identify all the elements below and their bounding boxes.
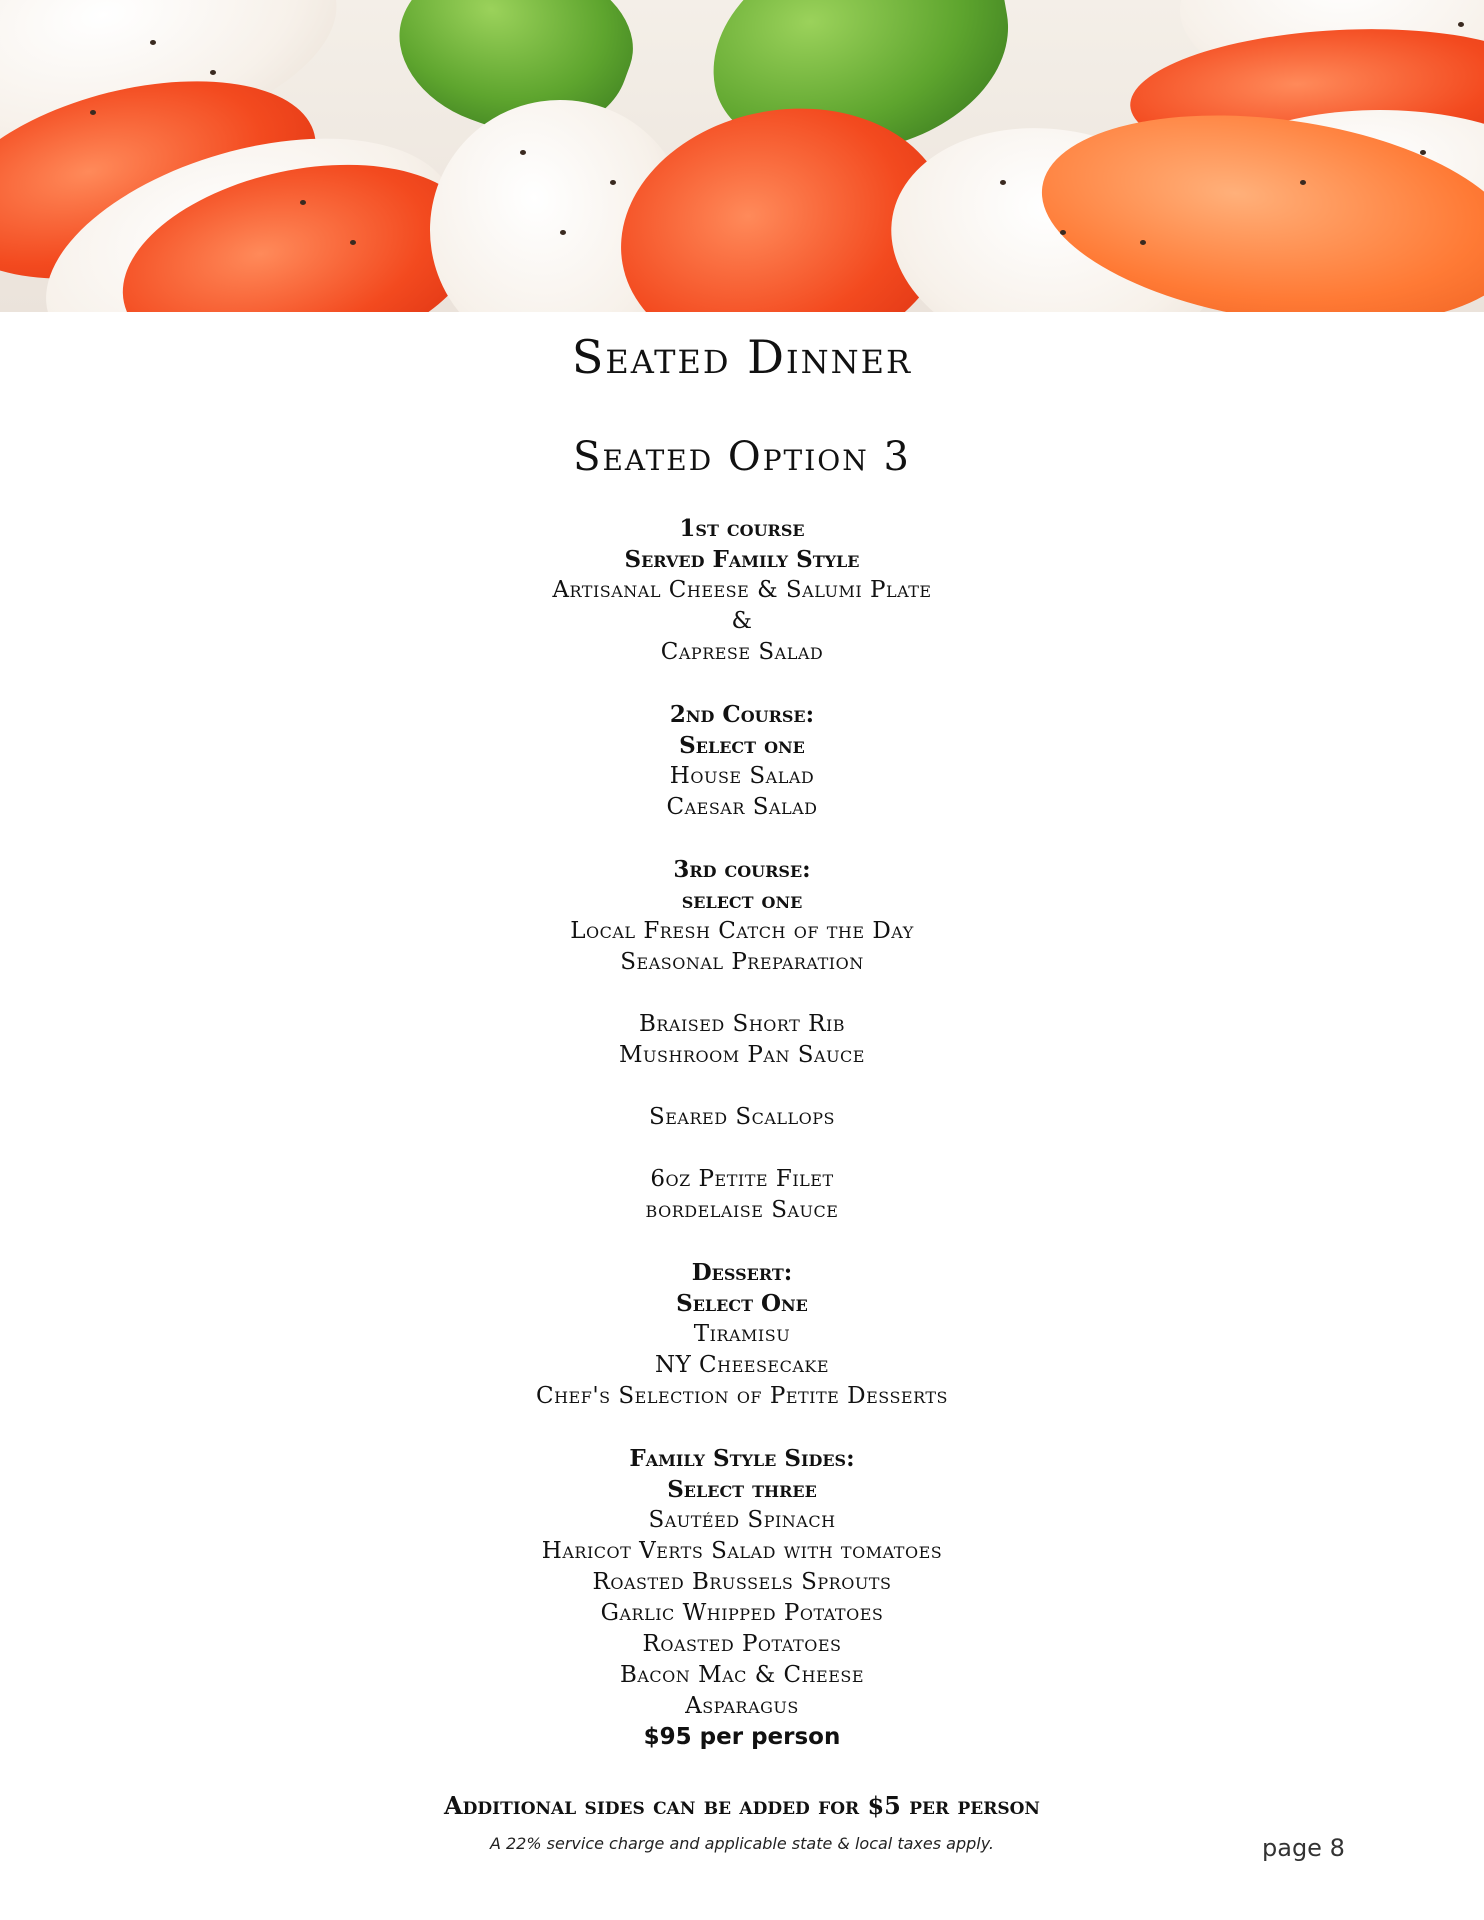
course-dessert xyxy=(0,1257,1484,1412)
menu-item: Braised Short Rib xyxy=(638,1011,846,1037)
course-first xyxy=(0,513,1484,668)
menu xyxy=(0,513,1484,1753)
course-subheading: Select One xyxy=(676,1290,808,1317)
service-charge-note: A 22% service charge and applicable state & local taxes apply. xyxy=(489,1834,995,1853)
menu-item: & xyxy=(731,608,753,634)
menu-item: Sautéed Spinach xyxy=(648,1507,836,1533)
menu-item: Local Fresh Catch of the Day xyxy=(570,918,914,944)
menu-item: Caesar Salad xyxy=(666,794,818,820)
course-heading: 3rd course: xyxy=(673,856,811,883)
menu-item: Tiramisu xyxy=(693,1321,791,1347)
caprese-salad-photo xyxy=(0,0,1484,312)
course-subheading: select one xyxy=(681,887,803,914)
menu-item: Haricot Verts Salad with tomatoes xyxy=(541,1538,943,1564)
menu-item: NY Cheesecake xyxy=(654,1352,830,1378)
menu-item: 6oz Petite Filet xyxy=(650,1166,834,1192)
course-subheading: Select three xyxy=(667,1476,817,1503)
menu-item: Roasted Brussels Sprouts xyxy=(592,1569,892,1595)
menu-item: Seared Scallops xyxy=(648,1104,835,1130)
menu-item: Chef's Selection of Petite Desserts xyxy=(535,1383,948,1409)
course-subheading: Select one xyxy=(679,732,805,759)
menu-item: Asparagus xyxy=(685,1693,799,1719)
option-title: Seated Option 3 xyxy=(573,434,911,480)
menu-item: Artisanal Cheese & Salumi Plate xyxy=(552,577,932,603)
menu-item: House Salad xyxy=(669,763,815,789)
page-title: Seated Dinner xyxy=(571,330,913,384)
menu-item: Roasted Potatoes xyxy=(642,1631,842,1657)
menu-item: Garlic Whipped Potatoes xyxy=(600,1600,884,1626)
course-heading: 2nd Course: xyxy=(669,701,815,728)
menu-item: bordelaise Sauce xyxy=(645,1197,839,1223)
course-subheading: Served Family Style xyxy=(624,546,860,573)
additional-sides-note: Additional sides can be added for $5 per person xyxy=(444,1791,1040,1820)
menu-item: Seasonal Preparation xyxy=(620,949,864,975)
menu-item: Mushroom Pan Sauce xyxy=(619,1042,865,1068)
course-sides xyxy=(0,1443,1484,1753)
course-second xyxy=(0,699,1484,823)
price: $95 per person xyxy=(643,1724,841,1750)
course-heading: Family Style Sides: xyxy=(629,1445,855,1472)
menu-item: Caprese Salad xyxy=(660,639,824,665)
course-third xyxy=(0,854,1484,1226)
course-heading: 1st course xyxy=(679,515,805,542)
page-number: page 8 xyxy=(1262,1834,1345,1862)
course-heading: Dessert: xyxy=(691,1259,793,1286)
menu-item: Bacon Mac & Cheese xyxy=(619,1662,865,1688)
